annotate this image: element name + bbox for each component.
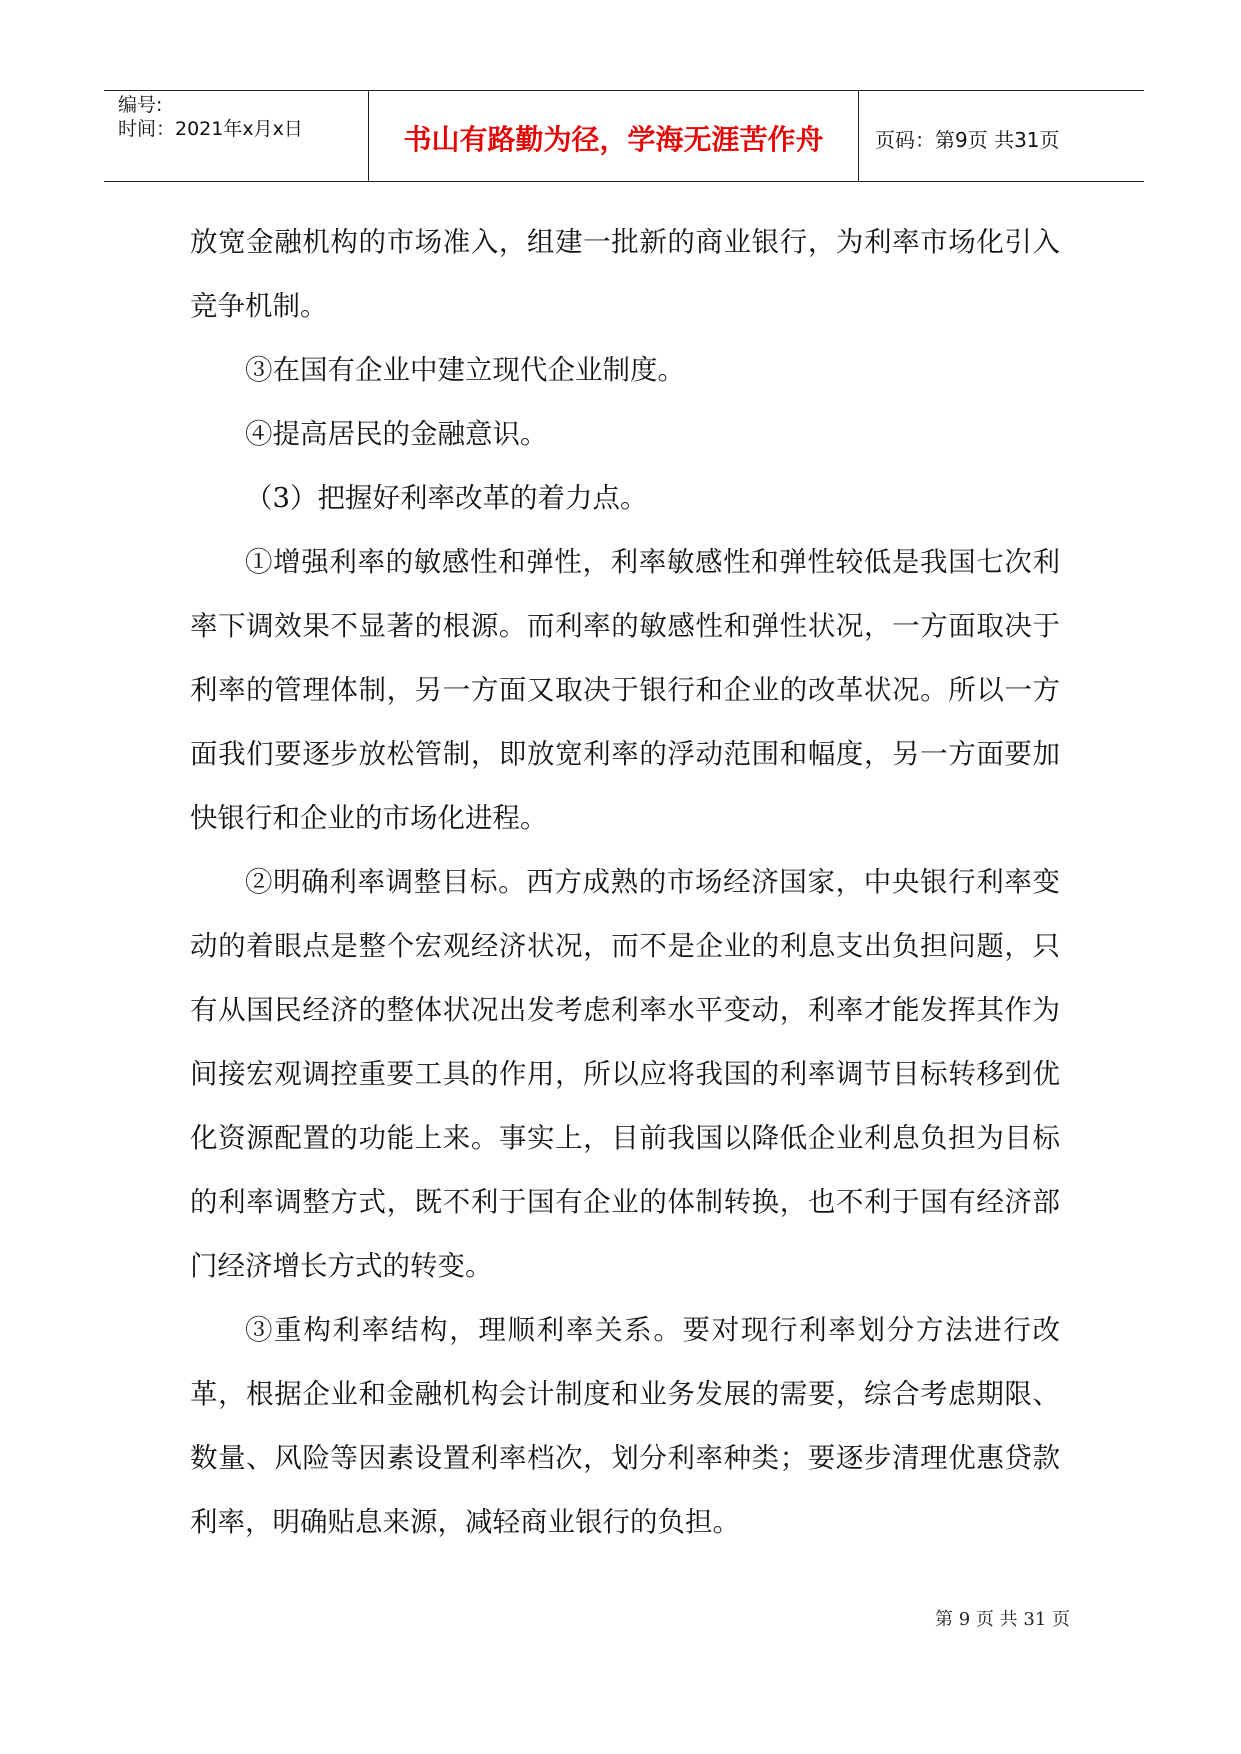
paragraph: 放宽金融机构的市场准入，组建一批新的商业银行，为利率市场化引入竞争机制。 — [190, 226, 1060, 322]
paragraph: ④提高居民的金融意识。 — [245, 418, 548, 450]
header-motto-cell — [369, 91, 859, 181]
header-page-code-cell — [859, 91, 1144, 181]
page-footer: 第 9 页 共 31 页 — [935, 1609, 1070, 1630]
header-meta — [104, 91, 369, 181]
paragraph: （3）把握好利率改革的着力点。 — [245, 482, 648, 514]
paragraph: ②明确利率调整目标。西方成熟的市场经济国家，中央银行利率变动的着眼点是整个宏观经济状况，而不是企业的利息支出负担问题，只有从国民经济的整体状况出发考虑利率水平变动，利率才能发挥其作为间接宏观调控重要工具的作用，所以应将我国的利率调节目标转移到优化资源配置的功能上来。事实上，目前我国以降低企业利息负担为目标的利率调整方式，既不利于国有企业的体制转换，也不利于国有经济部门经济增长方式的转变。 — [190, 866, 1060, 1282]
paragraph: ③重构利率结构，理顺利率关系。要对现行利率划分方法进行改革，根据企业和金融机构会计制度和业务发展的需要，综合考虑期限、数量、风险等因素设置利率档次，划分利率种类；要逐步清理优惠贷款利率，明确贴息来源，减轻商业银行的负担。 — [190, 1314, 1060, 1538]
paragraph: ①增强利率的敏感性和弹性，利率敏感性和弹性较低是我国七次利率下调效果不显著的根源。而利率的敏感性和弹性状况，一方面取决于利率的管理体制，另一方面又取决于银行和企业的改革状况。所以一方面我们要逐步放松管制，即放宽利率的浮动范围和幅度，另一方面要加快银行和企业的市场化进程。 — [190, 546, 1060, 834]
header-page-code: 页码：第9页 共31页 — [875, 127, 1060, 152]
document-time-label: 时间：2021年x月x日 — [118, 118, 303, 140]
document-body — [190, 210, 1060, 1554]
paragraph: ③在国有企业中建立现代企业制度。 — [245, 354, 685, 386]
header-motto: 书山有路勤为径，学海无涯苦作舟 — [403, 123, 824, 156]
document-number-label: 编号: — [118, 94, 163, 116]
page-header — [104, 90, 1144, 182]
